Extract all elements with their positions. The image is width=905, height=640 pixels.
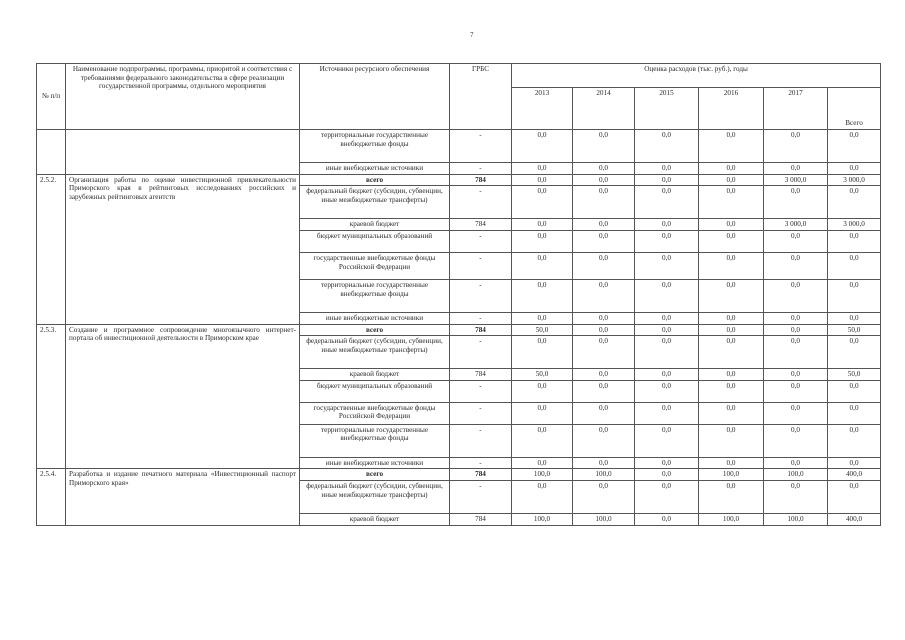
- value-cell: 0,0: [573, 279, 635, 312]
- value-cell: 0,0: [699, 186, 764, 219]
- value-cell: 0,0: [764, 457, 828, 469]
- value-cell: 0,0: [512, 130, 573, 163]
- value-cell: 0,0: [635, 219, 699, 231]
- value-cell: 0,0: [512, 186, 573, 219]
- value-cell: 0,0: [573, 174, 635, 186]
- item-number: 2.5.4.: [37, 469, 66, 525]
- value-cell: 0,0: [512, 457, 573, 469]
- value-cell: 0,0: [764, 424, 828, 457]
- value-cell: 0,0: [573, 369, 635, 381]
- value-cell: 0,0: [635, 369, 699, 381]
- grbs-cell: -: [450, 230, 512, 252]
- item-name: Организация работы по оценке инвестиционной привлекательности Приморского края в рейтинговых исследованиях российских и зарубежных рейтинговых агентств: [66, 174, 300, 324]
- value-cell: 0,0: [764, 130, 828, 163]
- value-cell: 0,0: [512, 380, 573, 402]
- value-cell: 0,0: [573, 130, 635, 163]
- grbs-cell: 784: [450, 369, 512, 381]
- value-cell: 0,0: [573, 424, 635, 457]
- value-cell: 0,0: [699, 230, 764, 252]
- source-cell: бюджет муниципальных образований: [300, 230, 450, 252]
- grbs-cell: -: [450, 424, 512, 457]
- grbs-cell: -: [450, 252, 512, 279]
- value-cell: 0,0: [699, 424, 764, 457]
- source-cell: территориальные государственные внебюджетные фонды: [300, 279, 450, 312]
- header-total: Всего: [828, 88, 881, 130]
- value-cell: 0,0: [512, 402, 573, 424]
- value-cell: 3 000,0: [764, 219, 828, 231]
- header-name: Наименование подпрограммы, программы, приоритой и соответствия с требованиями федерального законодательства в сфере реализации государственной программы, отдельного мероприятия: [66, 64, 300, 130]
- grbs-cell: 784: [450, 219, 512, 231]
- value-cell: 0,0: [828, 312, 881, 324]
- value-cell: 50,0: [512, 324, 573, 336]
- source-cell: краевой бюджет: [300, 369, 450, 381]
- value-cell: 0,0: [764, 252, 828, 279]
- value-cell: 0,0: [828, 252, 881, 279]
- value-cell: 0,0: [828, 402, 881, 424]
- grbs-cell: -: [450, 380, 512, 402]
- value-cell: 400,0: [828, 469, 881, 481]
- value-cell: 50,0: [828, 369, 881, 381]
- value-cell: 0,0: [828, 130, 881, 163]
- value-cell: 0,0: [764, 163, 828, 175]
- source-cell: территориальные государственные внебюджетные фонды: [300, 424, 450, 457]
- value-cell: 0,0: [699, 369, 764, 381]
- value-cell: 0,0: [699, 219, 764, 231]
- header-num: № п/п: [37, 64, 66, 130]
- source-cell: всего: [300, 469, 450, 481]
- value-cell: 0,0: [828, 163, 881, 175]
- header-sources: Источники ресурсного обеспечения: [300, 64, 450, 130]
- value-cell: 0,0: [573, 402, 635, 424]
- value-cell: 0,0: [828, 424, 881, 457]
- value-cell: 100,0: [764, 469, 828, 481]
- source-cell: краевой бюджет: [300, 219, 450, 231]
- value-cell: 0,0: [699, 279, 764, 312]
- grbs-cell: -: [450, 163, 512, 175]
- value-cell: 0,0: [635, 457, 699, 469]
- grbs-cell: 784: [450, 174, 512, 186]
- value-cell: 0,0: [635, 424, 699, 457]
- source-cell: бюджет муниципальных образований: [300, 380, 450, 402]
- value-cell: 0,0: [764, 402, 828, 424]
- value-cell: 0,0: [828, 230, 881, 252]
- value-cell: 0,0: [764, 279, 828, 312]
- value-cell: 0,0: [699, 252, 764, 279]
- value-cell: 0,0: [573, 380, 635, 402]
- value-cell: 0,0: [828, 380, 881, 402]
- value-cell: 0,0: [512, 230, 573, 252]
- value-cell: 0,0: [512, 312, 573, 324]
- header-grbs: ГРБС: [450, 64, 512, 130]
- value-cell: 0,0: [573, 312, 635, 324]
- value-cell: 0,0: [699, 163, 764, 175]
- value-cell: 0,0: [699, 457, 764, 469]
- value-cell: 0,0: [635, 402, 699, 424]
- value-cell: 0,0: [828, 457, 881, 469]
- value-cell: 0,0: [828, 186, 881, 219]
- value-cell: 0,0: [764, 186, 828, 219]
- value-cell: 0,0: [512, 163, 573, 175]
- value-cell: 0,0: [635, 312, 699, 324]
- value-cell: 100,0: [699, 469, 764, 481]
- value-cell: 0,0: [699, 481, 764, 514]
- value-cell: 0,0: [512, 336, 573, 369]
- header-year: 2015: [635, 88, 699, 130]
- value-cell: 0,0: [635, 380, 699, 402]
- value-cell: 3 000,0: [828, 174, 881, 186]
- grbs-cell: 784: [450, 469, 512, 481]
- source-cell: иные внебюджетные источники: [300, 457, 450, 469]
- value-cell: 0,0: [635, 514, 699, 526]
- table-row: [37, 324, 881, 336]
- value-cell: 0,0: [512, 279, 573, 312]
- value-cell: 0,0: [764, 324, 828, 336]
- source-cell: иные внебюджетные источники: [300, 312, 450, 324]
- source-cell: краевой бюджет: [300, 514, 450, 526]
- value-cell: 100,0: [573, 469, 635, 481]
- value-cell: 0,0: [573, 163, 635, 175]
- value-cell: 0,0: [699, 402, 764, 424]
- value-cell: 0,0: [828, 481, 881, 514]
- grbs-cell: -: [450, 481, 512, 514]
- source-cell: государственные внебюджетные фонды Российской Федерации: [300, 252, 450, 279]
- value-cell: 0,0: [635, 279, 699, 312]
- value-cell: 0,0: [764, 230, 828, 252]
- value-cell: 400,0: [828, 514, 881, 526]
- source-cell: иные внебюджетные источники: [300, 163, 450, 175]
- value-cell: 0,0: [635, 336, 699, 369]
- value-cell: 0,0: [699, 174, 764, 186]
- value-cell: 100,0: [699, 514, 764, 526]
- grbs-cell: 784: [450, 514, 512, 526]
- value-cell: 0,0: [699, 324, 764, 336]
- source-cell: территориальные государственные внебюджетные фонды: [300, 130, 450, 163]
- value-cell: 0,0: [635, 324, 699, 336]
- value-cell: 0,0: [828, 279, 881, 312]
- value-cell: 0,0: [699, 380, 764, 402]
- value-cell: 0,0: [635, 186, 699, 219]
- value-cell: 0,0: [573, 336, 635, 369]
- source-cell: федеральный бюджет (субсидии, субвенции, иные межбюджетные трансферты): [300, 481, 450, 514]
- grbs-cell: -: [450, 336, 512, 369]
- value-cell: 0,0: [573, 186, 635, 219]
- value-cell: 100,0: [764, 514, 828, 526]
- header-estimate: Оценка расходов (тыс. руб.), годы: [512, 64, 881, 88]
- value-cell: 0,0: [512, 219, 573, 231]
- value-cell: 100,0: [512, 514, 573, 526]
- value-cell: 0,0: [828, 336, 881, 369]
- source-cell: всего: [300, 174, 450, 186]
- source-cell: всего: [300, 324, 450, 336]
- value-cell: 0,0: [512, 252, 573, 279]
- value-cell: 0,0: [635, 163, 699, 175]
- value-cell: 0,0: [573, 457, 635, 469]
- value-cell: 0,0: [635, 230, 699, 252]
- value-cell: 0,0: [699, 336, 764, 369]
- value-cell: 0,0: [699, 130, 764, 163]
- grbs-cell: -: [450, 457, 512, 469]
- item-number: 2.5.2.: [37, 174, 66, 324]
- header-year: 2016: [699, 88, 764, 130]
- value-cell: 3 000,0: [764, 174, 828, 186]
- value-cell: 0,0: [573, 324, 635, 336]
- grbs-cell: -: [450, 279, 512, 312]
- source-cell: государственные внебюджетные фонды Российской Федерации: [300, 402, 450, 424]
- table-row: [37, 130, 881, 163]
- value-cell: 0,0: [635, 252, 699, 279]
- page-number: 7: [470, 31, 474, 39]
- value-cell: 0,0: [764, 369, 828, 381]
- grbs-cell: -: [450, 402, 512, 424]
- table-row: [37, 174, 881, 186]
- header-year: 2013: [512, 88, 573, 130]
- value-cell: 100,0: [512, 469, 573, 481]
- grbs-cell: -: [450, 130, 512, 163]
- value-cell: 0,0: [699, 312, 764, 324]
- value-cell: 0,0: [635, 130, 699, 163]
- header-year: 2014: [573, 88, 635, 130]
- value-cell: 50,0: [512, 369, 573, 381]
- item-name: Разработка и издание печатного материала «Инвестиционный паспорт Приморского края»: [66, 469, 300, 525]
- expenditure-table: [36, 63, 881, 526]
- value-cell: 0,0: [764, 336, 828, 369]
- item-name: Создание и программное сопровождение многоязычного интернет-портала об инвестиционной деятельности в Приморском крае: [66, 324, 300, 469]
- value-cell: 0,0: [512, 174, 573, 186]
- source-cell: федеральный бюджет (субсидии, субвенции, иные межбюджетные трансферты): [300, 186, 450, 219]
- name-cell: [66, 130, 300, 175]
- header-year: 2017: [764, 88, 828, 130]
- value-cell: 0,0: [573, 219, 635, 231]
- value-cell: 0,0: [573, 230, 635, 252]
- table-row: [37, 469, 881, 481]
- value-cell: 0,0: [764, 380, 828, 402]
- source-cell: федеральный бюджет (субсидии, субвенции, иные межбюджетные трансферты): [300, 336, 450, 369]
- value-cell: 0,0: [573, 252, 635, 279]
- grbs-cell: 784: [450, 324, 512, 336]
- grbs-cell: -: [450, 312, 512, 324]
- value-cell: 0,0: [764, 312, 828, 324]
- num-cell: [37, 130, 66, 175]
- value-cell: 0,0: [512, 424, 573, 457]
- value-cell: 50,0: [828, 324, 881, 336]
- value-cell: 0,0: [635, 469, 699, 481]
- value-cell: 0,0: [512, 481, 573, 514]
- value-cell: 3 000,0: [828, 219, 881, 231]
- value-cell: 0,0: [573, 481, 635, 514]
- grbs-cell: -: [450, 186, 512, 219]
- item-number: 2.5.3.: [37, 324, 66, 469]
- value-cell: 100,0: [573, 514, 635, 526]
- value-cell: 0,0: [635, 481, 699, 514]
- value-cell: 0,0: [764, 481, 828, 514]
- value-cell: 0,0: [635, 174, 699, 186]
